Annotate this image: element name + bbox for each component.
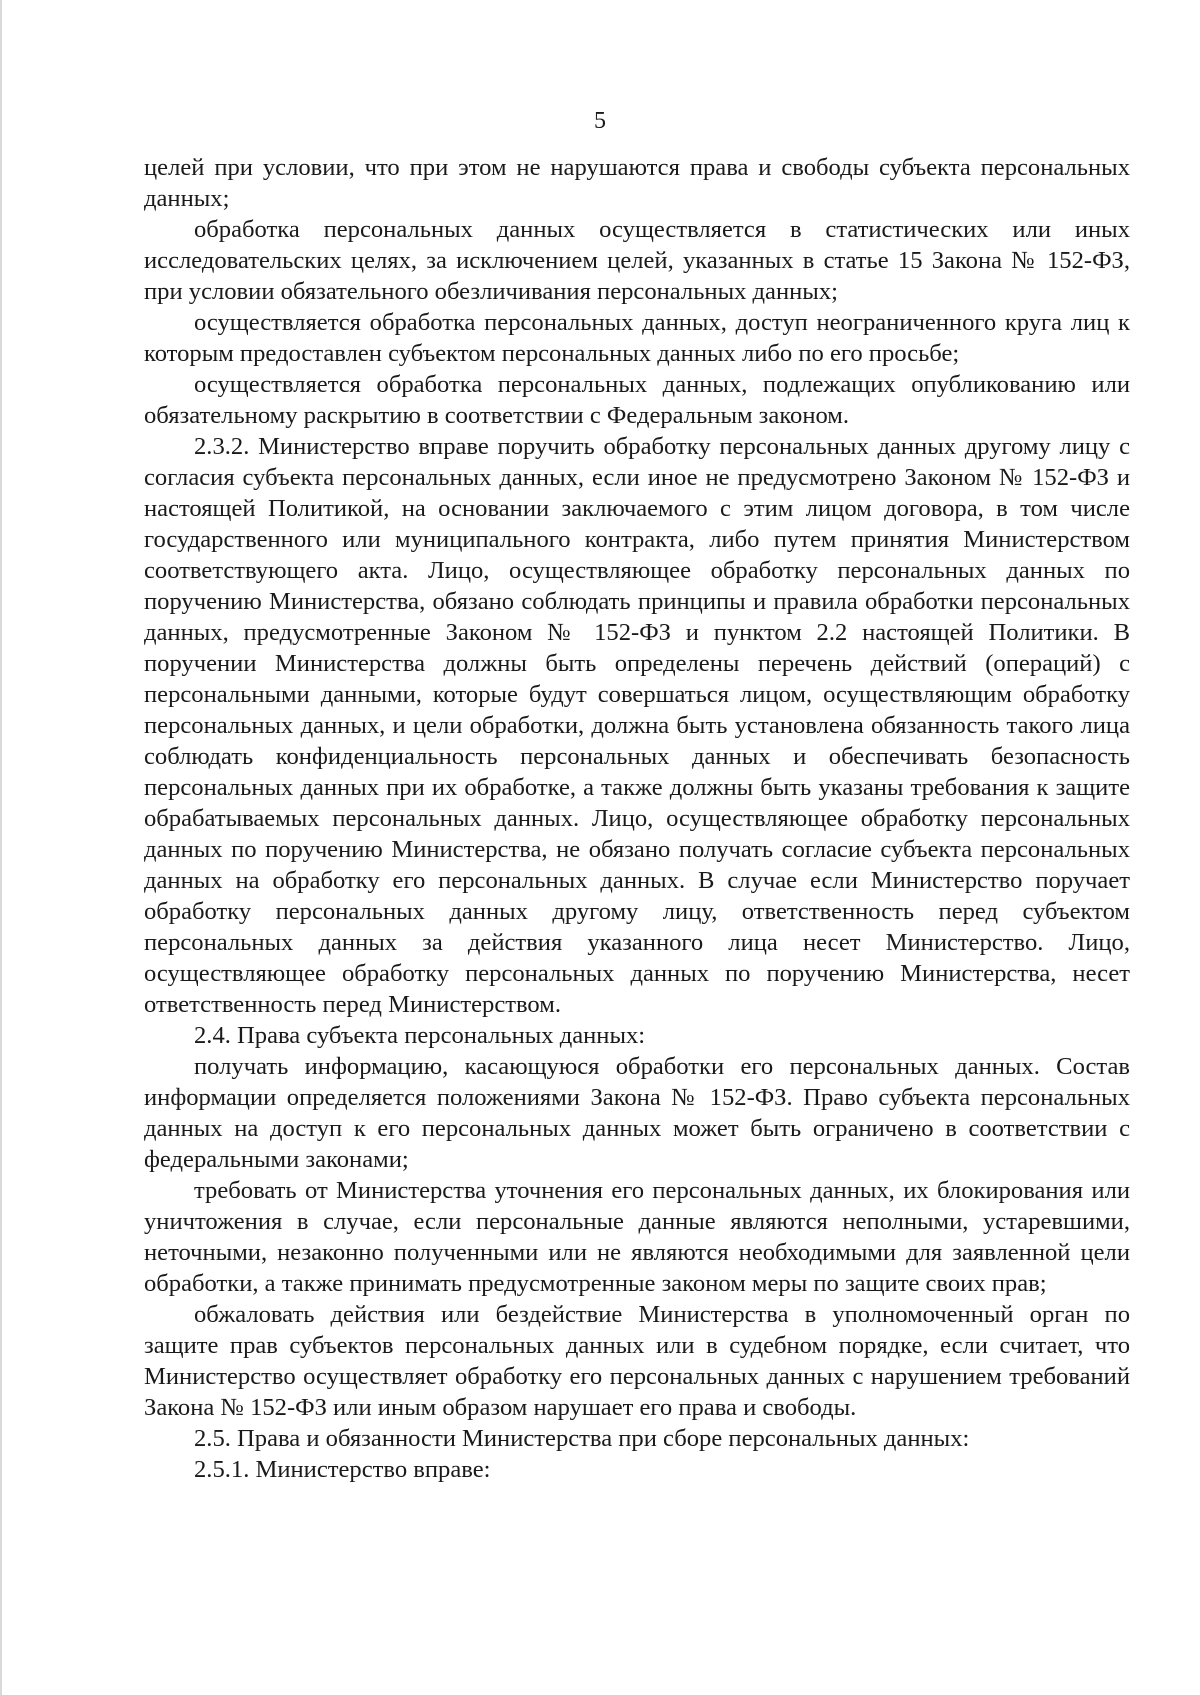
document-body <box>144 152 1130 1485</box>
paragraph: обжаловать действия или бездействие Министерства в уполномоченный орган по защите прав субъектов персональных данных или в судебном порядке, если считает, что Министерство осуществляет обработку его персональных данных с нарушением требований Закона № 152-ФЗ или иным образом нарушает его права и свободы. <box>144 1301 1130 1421</box>
page-number: 5 <box>594 108 606 134</box>
scan-edge <box>0 0 2 1695</box>
paragraph: получать информацию, касающуюся обработки его персональных данных. Состав информации определяется положениями Закона № 152-ФЗ. Право субъекта персональных данных на доступ к его персональных данных может быть ограничено в соответствии с федеральными законами; <box>144 1053 1130 1173</box>
paragraph: требовать от Министерства уточнения его персональных данных, их блокирования или уничтожения в случае, если персональные данные являются неполными, устаревшими, неточными, незаконно полученными или не являются необходимыми для заявленной цели обработки, а также принимать предусмотренные законом меры по защите своих прав; <box>144 1177 1130 1297</box>
section-heading: 2.4. Права субъекта персональных данных: <box>194 1022 646 1049</box>
paragraph: осуществляется обработка персональных данных, подлежащих опубликованию или обязательному раскрытию в соответствии с Федеральным законом. <box>144 371 1130 429</box>
paragraph: 2.3.2. Министерство вправе поручить обработку персональных данных другому лицу с согласия субъекта персональных данных, если иное не предусмотрено Законом № 152-ФЗ и настоящей Политикой, на основании заключаемого с этим лицом договора, в том числе государственного или муниципального контракта, либо путем принятия Министерством соответствующего акта. Лицо, осуществляющее обработку персональных данных по поручению Министерства, обязано соблюдать принципы и правила обработки персональных данных, предусмотренные Законом № 152-ФЗ и пунктом 2.2 настоящей Политики. В поручении Министерства должны быть определены перечень действий (операций) с персональными данными, которые будут совершаться лицом, осуществляющим обработку персональных данных, и цели обработки, должна быть установлена обязанность такого лица соблюдать конфиденциальность персональных данных и обеспечивать безопасность персональных данных при их обработке, а также должны быть указаны требования к защите обрабатываемых персональных данных. Лицо, осуществляющее обработку персональных данных по поручению Министерства, не обязано получать согласие субъекта персональных данных на обработку его персональных данных. В случае если Министерство поручает обработку персональных данных другому лицу, ответственность перед субъектом персональных данных за действия указанного лица несет Министерство. Лицо, осуществляющее обработку персональных данных по поручению Министерства, несет ответственность перед Министерством. <box>144 433 1130 1018</box>
section-heading: 2.5. Права и обязанности Министерства при сборе персональных данных: <box>194 1425 970 1452</box>
section-heading: 2.5.1. Министерство вправе: <box>194 1456 491 1483</box>
paragraph: обработка персональных данных осуществляется в статистических или иных исследовательских целях, за исключением целей, указанных в статье 15 Закона № 152-ФЗ, при условии обязательного обезличивания персональных данных; <box>144 216 1130 305</box>
paragraph: осуществляется обработка персональных данных, доступ неограниченного круга лиц к которым предоставлен субъектом персональных данных либо по его просьбе; <box>144 309 1130 367</box>
paragraph: целей при условии, что при этом не нарушаются права и свободы субъекта персональных данных; <box>144 154 1130 212</box>
